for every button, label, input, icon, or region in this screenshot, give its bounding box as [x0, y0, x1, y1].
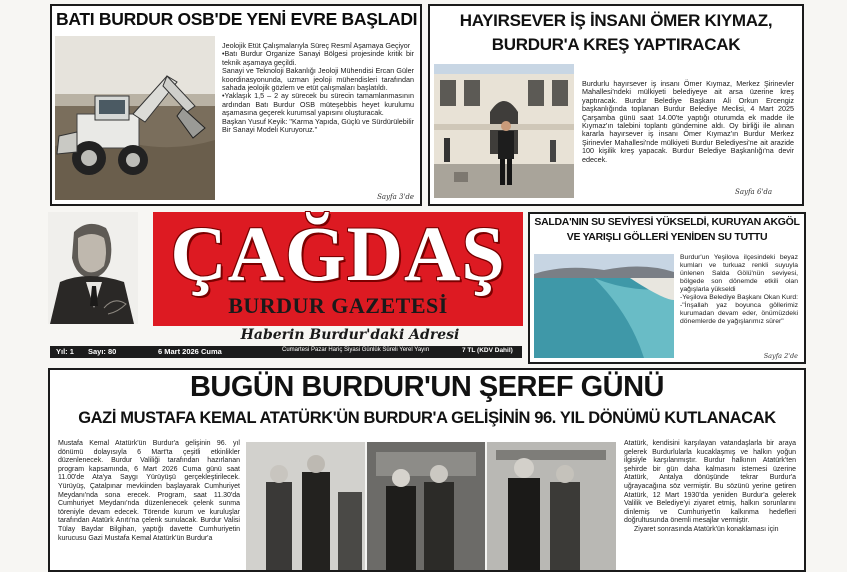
story-osb [50, 4, 422, 206]
main-right-paragraph-2: Ziyaret sonrasında Atatürk'ün konaklaması için [634, 525, 779, 533]
story-osb-paragraph: Jeolojik Etüt Çalışmalarıyla Süreç Resmî Aşamaya Geçiyor [222, 41, 411, 50]
story-kres-headline-1[interactable]: HAYIRSEVER İŞ İNSANI ÖMER KIYMAZ, [459, 11, 773, 30]
story-osb-paragraph: •Yaklaşık 1,5 – 2 ay sürecek bu sürecin tamamlanmasının ardından Batı Burdur OSB müteşebbis heyet kurulumu aşamasına geçerek kurumsal yapısını oluşturacak. [222, 91, 414, 118]
story-kres-page-ref[interactable]: Sayfa 6'da [735, 188, 772, 196]
story-kres-paragraph: Burdurlu hayırsever iş insanı Ömer Kıymaz, Merkez Şirinevler Mahallesi'ndeki mülkiyeti belediyeye ait arsa üzerine kreş yaptıracak. Burdur Belediye Başkanı Ali Orkun Ercengiz başkanlığında toplanan Burdur Belediye Meclisi, 4 Mart 2025 Çarşamba günü saat 14.00'te yaptığı oturumda ek madde ile Kıymaz'ın talebini toplantı gündemine aldı. Oy birliği ile alınan kararla hayırsever iş insanı Ömer Kıymaz'ın Burdur Merkez Şirinevler Mahallesi'nde mülkiyeti Burdur Belediyesi'ne ait arazide 100 kişilik kreş yapacak. Burdur Belediye Başkanlığı'na devir edecek. [582, 79, 794, 164]
issue-date: 6 Mart 2026 Cuma [158, 347, 222, 356]
issue-price: 7 TL (KDV Dahil) [462, 347, 513, 354]
main-right-column [624, 440, 796, 535]
story-osb-paragraph: Sanayi ve Teknoloji Bakanlığı Jeoloji Mühendisi Ercan Güler koordinasyonunda, uzman jeoloji mühendisleri tarafından sahada jeolojik gözlem ve etüt çalışmaları başlatıldı. [222, 66, 414, 93]
main-left-column [58, 440, 240, 543]
story-salda-headline-2[interactable]: VE YARIŞLI GÖLLERİ YENİDEN SU TUTTU [566, 231, 768, 243]
masthead-banner [153, 212, 523, 326]
main-subheadline[interactable]: GAZİ MUSTAFA KEMAL ATATÜRK'ÜN BURDUR'A GELİŞİNİN 96. YIL DÖNÜMÜ KUTLANACAK [78, 409, 776, 427]
historic-photo-collage [246, 442, 616, 570]
story-kres-body [582, 80, 794, 164]
excavator-illustration [55, 36, 215, 200]
story-osb-headline[interactable]: BATI BURDUR OSB'DE YENİ EVRE BAŞLADI [56, 9, 418, 29]
story-osb-page-ref[interactable]: Sayfa 3'de [377, 193, 414, 201]
historic-photos-illustration [246, 442, 616, 570]
excavator-photo [55, 36, 215, 200]
portrait-illustration [48, 212, 138, 324]
story-salda-paragraph: -Yeşilova Belediye Başkanı Okan Kurd: [680, 294, 799, 301]
story-salda-body [680, 254, 798, 326]
story-salda-paragraph: -"İnşallah yaz boyunca göllerimiz kurumadan devam eder, önümüzdeki dönemlerde de yağışlarımız sürer" [680, 302, 798, 325]
story-salda-paragraph: Burdur'un Yeşilova ilçesindeki beyaz kumları ve turkuaz renkli suyuyla ünlenen Salda Gölü'nün seviyesi, bölgede son dönemde etkili olan yağışlarla yükseldi [680, 254, 798, 293]
issue-bar [50, 346, 522, 358]
masthead-title[interactable]: ÇAĞDAŞ [170, 210, 506, 297]
main-left-paragraph: Mustafa Kemal Atatürk'ün Burdur'a gelişinin 96. yıl dönümü dolayısıyla 6 Mart'ta çeşitli etkinlikler düzenlenecek. Burdur Valiliği tarafından hazırlanan program kapsamında, 6 Mart 2026 Cuma günü saat 11.00'de Ata'ya Saygı Yürüyüşü gerçekleştirilecek. Yürüyüş, Çatalpınar mevkiinden başlayarak Cumhuriyet Meydanı'nda sona erecek. Program, saat 11.30'da Cumhuriyet Meydanı'nda düzenlenecek çelenk sunma töreniyle devam edecek. Törende kurum ve kuruluşlar tarafından Atatürk Anıtı'na çelenk sunulacak. Burdur Valisi Tülay Baydar Bilgihan, yaptığı davette Cumhuriyetin kurucusu Gazi Mustafa Kemal Atatürk'ün Burdur'a [58, 440, 240, 542]
story-osb-paragraph: Başkan Yusuf Keyik: "Karma Yapıda, Güçlü ve Sürdürülebilir Bir Sanayi Modeli Kuruyoruz." [222, 116, 414, 135]
issue-year: Yıl: 1 [56, 347, 74, 356]
lake-illustration [534, 254, 674, 358]
building-illustration [434, 64, 574, 198]
ataturk-portrait [48, 212, 138, 324]
story-kres-headline-2[interactable]: BURDUR'A KREŞ YAPTIRACAK [491, 35, 741, 54]
story-osb-body [222, 42, 414, 134]
issue-number: Sayı: 80 [88, 347, 117, 356]
main-right-paragraph: Atatürk, kendisini karşılayan vatandaşlarla bir araya gelerek Burdurlularla kucaklaşmış ve halkın yoğun ilgisiyle karşılanmıştır. Burdur halkının Atatürk'ten şehirde bir gün daha kalmasını istemesi üzerine Atatürk, Antalya dönüşünde tekrar Burdur'a uğrayacağına söz vermiştir. Bu sözünü yerine getiren Atatürk, 12 Mart 1930'da yeniden Burdur'a gelerek Valilik ve Belediye'yi ziyaret etmiş, halkın sorunlarını dinlemiş ve Cumhuriyet'in kalkınma hedefleri doğrultusunda önemli mesajlar vermiştir. [624, 440, 796, 525]
story-osb-paragraph: •Batı Burdur Organize Sanayi Bölgesi projesinde kritik bir teknik aşamaya geçildi. [222, 49, 414, 67]
issue-info: Cumartesi Pazar Hariç Siyasi Günlük Süreli Yerel Yayın [282, 347, 430, 353]
story-salda [528, 212, 806, 364]
story-salda-page-ref[interactable]: Sayfa 2'de [763, 352, 798, 360]
masthead-slogan: Haberin Burdur'daki Adresi [240, 327, 460, 343]
kres-photo [434, 64, 574, 198]
masthead-subtitle: BURDUR GAZETESİ [228, 293, 448, 318]
main-story [48, 368, 806, 572]
story-salda-headline-1[interactable]: SALDA'NIN SU SEVİYESİ YÜKSELDİ, KURUYAN AKGÖL [534, 216, 800, 228]
salda-lake-photo [534, 254, 674, 358]
story-kres [428, 4, 804, 206]
main-headline[interactable]: BUGÜN BURDUR'UN ŞEREF GÜNÜ [189, 371, 664, 403]
